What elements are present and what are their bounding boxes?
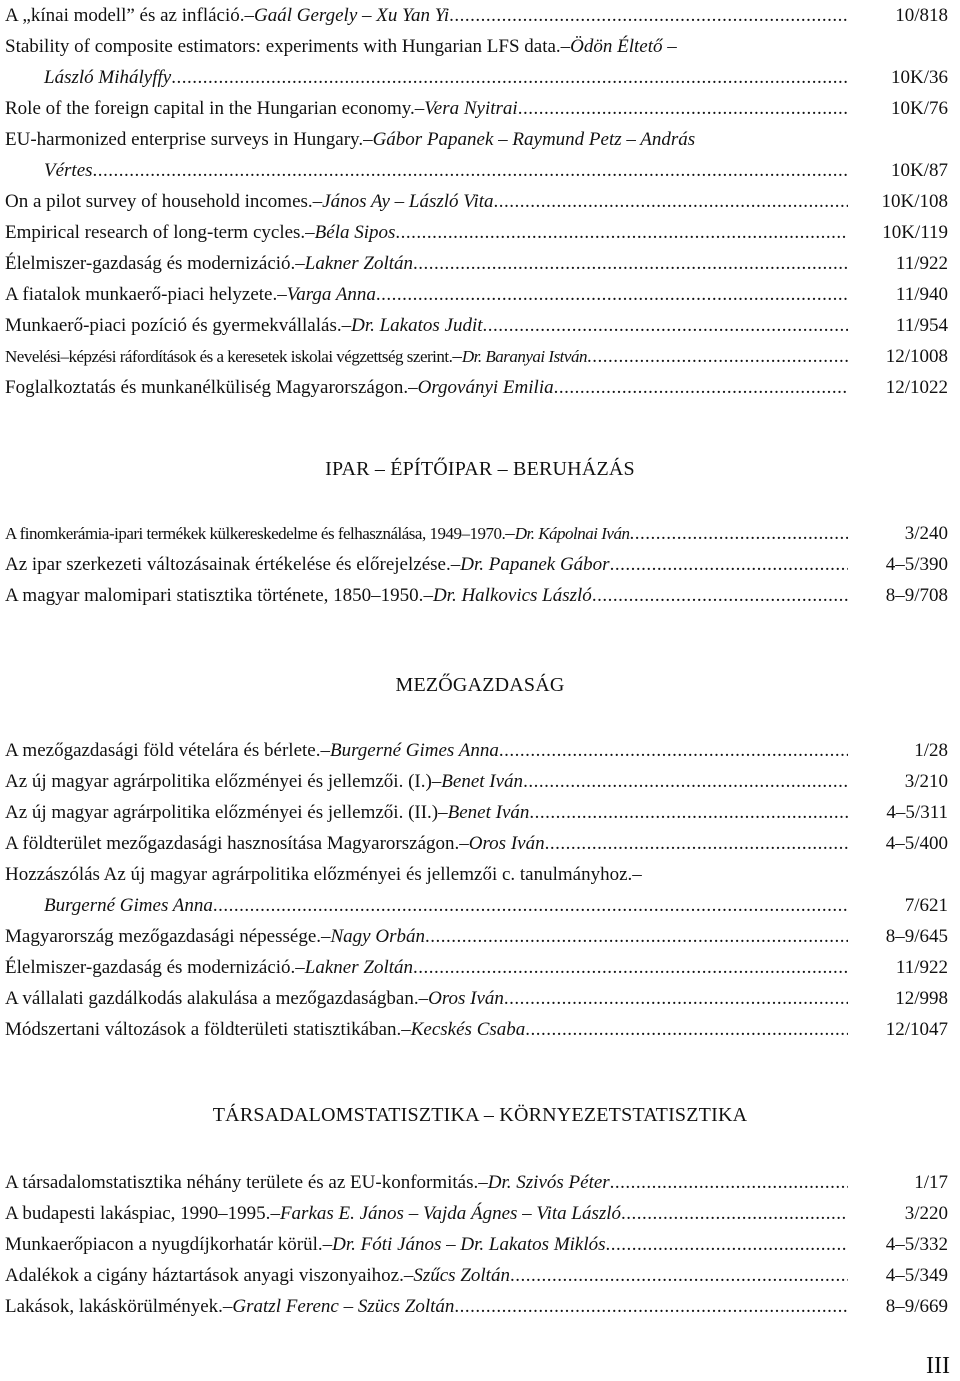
entry-title: Élelmiszer-gazdaság és modernizáció. xyxy=(5,253,296,274)
entry-author: Dr. Fóti János – Dr. Lakatos Miklós xyxy=(332,1234,606,1255)
entry-dash: – xyxy=(363,129,373,150)
toc-entry xyxy=(5,124,948,186)
section-heading: TÁRSADALOMSTATISZTIKA – KÖRNYEZETSTATISZTIKA xyxy=(212,1104,748,1126)
entry-page-ref: 4–5/390 xyxy=(885,554,948,575)
entry-title: Élelmiszer-gazdaság és modernizáció. xyxy=(5,957,296,978)
entry-author: Dr. Lakatos Judit xyxy=(351,315,483,336)
entry-author: Burgerné Gimes Anna xyxy=(329,740,499,761)
toc-entry-line xyxy=(5,580,948,611)
entry-dash: – xyxy=(305,222,315,243)
entry-page-ref: 12/1047 xyxy=(885,1019,948,1040)
entry-title: EU-harmonized enterprise surveys in Hungary. xyxy=(5,129,364,150)
page-number: III xyxy=(926,1353,950,1379)
toc-entry xyxy=(5,766,948,797)
toc-entry xyxy=(5,217,948,248)
leader-dots xyxy=(413,952,848,983)
toc-entry-line xyxy=(5,828,948,859)
entry-page-ref: 3/210 xyxy=(904,771,948,792)
entry-page-ref: 10K/119 xyxy=(882,222,948,243)
entry-author: János Ay – László Vita xyxy=(322,191,494,212)
leader-dots xyxy=(454,1291,848,1322)
entry-dash: – xyxy=(403,1265,414,1286)
leader-dots xyxy=(518,93,848,124)
entry-author: Gratzl Ferenc – Szücs Zoltán xyxy=(232,1296,455,1317)
toc-entry xyxy=(5,0,948,31)
toc-entry-line xyxy=(5,279,948,310)
entry-title: A „kínai modell” és az infláció. xyxy=(5,5,245,26)
toc-entry xyxy=(5,797,948,828)
entry-author: Benet Iván xyxy=(447,802,530,823)
entry-page-ref: 3/240 xyxy=(904,523,948,544)
toc-entry xyxy=(5,1229,948,1260)
toc-entry xyxy=(5,93,948,124)
entry-author: Oros Iván xyxy=(468,833,545,854)
toc-entry xyxy=(5,279,948,310)
entry-title: Foglalkoztatás és munkanélküliség Magyarországon. xyxy=(5,377,409,398)
entry-page-ref: 10K/76 xyxy=(891,98,948,119)
entry-dash: – xyxy=(431,771,442,792)
entry-author: Béla Sipos xyxy=(314,222,396,243)
toc-entry-line xyxy=(5,62,948,93)
entry-author: Oros Iván xyxy=(428,988,504,1009)
toc-entry xyxy=(5,859,948,921)
entry-dash: – xyxy=(222,1296,233,1317)
entry-dash: – xyxy=(478,1172,488,1193)
entry-title: A vállalati gazdálkodás alakulása a mezőgazdaságban. xyxy=(5,988,419,1009)
entry-dash: – xyxy=(505,523,515,544)
leader-dots xyxy=(449,0,848,31)
entry-dash: – xyxy=(560,36,571,57)
leader-dots xyxy=(610,1167,848,1198)
toc-entry-line xyxy=(5,1260,948,1291)
entry-page-ref: 8–9/669 xyxy=(885,1296,948,1317)
toc-entry-line xyxy=(5,248,948,279)
toc-entry-line xyxy=(5,310,948,341)
entry-title: Empirical research of long-term cycles. xyxy=(5,222,306,243)
toc-entry xyxy=(5,1014,948,1045)
entry-title: Hozzászólás Az új magyar agrárpolitika előzményei és jellemzői c. tanulmányhoz. xyxy=(5,864,633,885)
toc-entry-line xyxy=(5,1198,948,1229)
entry-dash: – xyxy=(312,191,323,212)
entry-dash: – xyxy=(320,740,330,761)
entry-author: Ödön Éltető – xyxy=(570,36,677,57)
toc-entry xyxy=(5,828,948,859)
toc-entry xyxy=(5,1260,948,1291)
entry-title: A földterület mezőgazdasági hasznosítása Magyarországon. xyxy=(5,833,460,854)
leader-dots xyxy=(587,341,848,372)
entry-dash: – xyxy=(414,98,425,119)
entry-title: A budapesti lakáspiac, 1990–1995. xyxy=(5,1203,271,1224)
entry-page-ref: 11/922 xyxy=(895,957,948,978)
entry-dash: – xyxy=(450,554,461,575)
entry-title: Nevelési–képzési ráfordítások és a keresetek iskolai végzettség szerint. xyxy=(5,347,453,366)
leader-dots xyxy=(93,155,848,186)
entry-dash: – xyxy=(418,988,429,1009)
entry-author: Lakner Zoltán xyxy=(304,253,413,274)
toc-entry-line xyxy=(5,186,948,217)
entry-author: Vértes xyxy=(44,160,93,181)
toc-entry xyxy=(5,921,948,952)
entry-page-ref: 1/17 xyxy=(914,1172,948,1193)
toc-entry-line xyxy=(5,1229,948,1260)
toc-entry-line xyxy=(5,952,948,983)
toc-entry xyxy=(5,518,948,549)
entry-author: Farkas E. János – Vajda Ágnes – Vita László xyxy=(279,1203,622,1224)
entry-title: A magyar malomipari statisztika története, 1850–1950. xyxy=(5,585,424,606)
toc-entry-line xyxy=(5,124,948,155)
entry-dash: – xyxy=(295,957,305,978)
section-heading: IPAR – ÉPÍTŐIPAR – BERUHÁZÁS xyxy=(325,458,635,480)
toc-entry xyxy=(5,248,948,279)
entry-page-ref: 10K/36 xyxy=(891,67,948,88)
toc-entry xyxy=(5,580,948,611)
toc-entry xyxy=(5,31,948,93)
toc-entry xyxy=(5,1291,948,1322)
entry-page-ref: 7/621 xyxy=(904,895,948,916)
toc-entry-line xyxy=(5,921,948,952)
leader-dots xyxy=(523,766,848,797)
toc-entry-line xyxy=(5,217,948,248)
entry-dash: – xyxy=(459,833,469,854)
entry-page-ref: 4–5/311 xyxy=(886,802,948,823)
toc-entry xyxy=(5,1198,948,1229)
entry-author: Vera Nyitrai xyxy=(424,98,518,119)
toc-entry-line xyxy=(5,93,948,124)
entry-author: László Mihályffy xyxy=(44,67,172,88)
entry-author: Gaál Gergely – Xu Yan Yi xyxy=(254,5,450,26)
entry-dash: – xyxy=(341,315,352,336)
entry-title: Módszertani változások a földterületi statisztikában. xyxy=(5,1019,402,1040)
toc-entry-line xyxy=(5,549,948,580)
entry-dash: – xyxy=(408,377,418,398)
entry-dash: – xyxy=(632,864,642,885)
entry-author: Dr. Papanek Gábor xyxy=(460,554,610,575)
entry-dash: – xyxy=(423,585,433,606)
toc-entry-line xyxy=(5,890,948,921)
entry-title: A finomkerámia-ipari termékek külkereskedelme és felhasználása, 1949–1970. xyxy=(5,524,506,543)
entry-page-ref: 11/940 xyxy=(895,284,948,305)
entry-page-ref: 11/922 xyxy=(895,253,948,274)
toc-entry xyxy=(5,341,948,372)
entry-dash: – xyxy=(244,5,255,26)
toc-entry xyxy=(5,983,948,1014)
entry-title: Lakások, lakáskörülmények. xyxy=(5,1296,223,1317)
toc-entry xyxy=(5,310,948,341)
leader-dots xyxy=(171,62,848,93)
entry-page-ref: 11/954 xyxy=(895,315,948,336)
entry-dash: – xyxy=(452,346,462,367)
leader-dots xyxy=(395,217,848,248)
toc-entry-line xyxy=(5,341,948,372)
entry-page-ref: 4–5/332 xyxy=(885,1234,948,1255)
entry-dash: – xyxy=(321,926,331,947)
entry-author: Dr. Kápolnai Iván xyxy=(514,524,630,543)
entry-author: Dr. Szivós Péter xyxy=(487,1172,610,1193)
entry-title: Adalékok a cigány háztartások anyagi viszonyaihoz. xyxy=(5,1265,404,1286)
entry-dash: – xyxy=(277,284,287,305)
toc-entry-line xyxy=(5,0,948,31)
toc-entry xyxy=(5,1167,948,1198)
toc-entry-line xyxy=(5,372,948,403)
leader-dots xyxy=(525,1014,848,1045)
leader-dots xyxy=(504,983,848,1014)
toc-entry xyxy=(5,549,948,580)
entry-dash: – xyxy=(270,1203,280,1224)
leader-dots xyxy=(425,921,848,952)
toc-entry-line xyxy=(5,797,948,828)
entry-page-ref: 8–9/645 xyxy=(885,926,948,947)
entry-author: Lakner Zoltán xyxy=(304,957,413,978)
entry-page-ref: 1/28 xyxy=(914,740,948,761)
toc-entry-line xyxy=(5,983,948,1014)
toc-entry-line xyxy=(5,735,948,766)
entry-author: Benet Iván xyxy=(441,771,524,792)
entry-author: Nagy Orbán xyxy=(330,926,425,947)
entry-author: Dr. Halkovics László xyxy=(432,585,592,606)
entry-title: Munkaerő-piaci pozíció és gyermekvállalás. xyxy=(5,315,342,336)
leader-dots xyxy=(606,1229,848,1260)
toc-entry-line xyxy=(5,31,948,62)
leader-dots xyxy=(494,186,848,217)
entry-dash: – xyxy=(438,802,448,823)
leader-dots xyxy=(554,372,848,403)
leader-dots xyxy=(483,310,848,341)
entry-title: A mezőgazdasági föld vételára és bérlete. xyxy=(5,740,321,761)
leader-dots xyxy=(592,580,848,611)
entry-page-ref: 10K/87 xyxy=(891,160,948,181)
entry-title: Role of the foreign capital in the Hungarian economy. xyxy=(5,98,415,119)
entry-author: Kecskés Csaba xyxy=(410,1019,526,1040)
entry-page-ref: 12/1008 xyxy=(885,346,948,367)
entry-page-ref: 4–5/349 xyxy=(885,1265,948,1286)
entry-title: On a pilot survey of household incomes. xyxy=(5,191,313,212)
toc-entry xyxy=(5,735,948,766)
leader-dots xyxy=(610,549,848,580)
entry-page-ref: 12/998 xyxy=(895,988,948,1009)
leader-dots xyxy=(510,1260,848,1291)
toc-entry-line xyxy=(5,1167,948,1198)
toc-entry xyxy=(5,186,948,217)
entry-author: Varga Anna xyxy=(286,284,376,305)
toc-entry xyxy=(5,952,948,983)
entry-page-ref: 4–5/400 xyxy=(885,833,948,854)
entry-dash: – xyxy=(295,253,305,274)
entry-title: Az új magyar agrárpolitika előzményei és jellemzői. (I.) xyxy=(5,771,432,792)
entry-author: Burgerné Gimes Anna xyxy=(44,895,213,916)
entry-page-ref: 10/818 xyxy=(895,5,948,26)
entry-author: Szűcs Zoltán xyxy=(413,1265,510,1286)
entry-dash: – xyxy=(401,1019,411,1040)
leader-dots xyxy=(376,279,848,310)
entry-page-ref: 10K/108 xyxy=(881,191,948,212)
toc-entry-line xyxy=(5,766,948,797)
toc-entry-line xyxy=(5,859,948,890)
toc-entry-line xyxy=(5,155,948,186)
toc-entry-line xyxy=(5,1291,948,1322)
entry-dash: – xyxy=(322,1234,333,1255)
leader-dots xyxy=(621,1198,848,1229)
entry-title: A társadalomstatisztika néhány területe és az EU-konformitás. xyxy=(5,1172,479,1193)
entry-page-ref: 3/220 xyxy=(904,1203,948,1224)
entry-title: Az ipar szerkezeti változásainak értékelése és előrejelzése. xyxy=(5,554,451,575)
entry-title: Az új magyar agrárpolitika előzményei és jellemzői. (II.) xyxy=(5,802,439,823)
leader-dots xyxy=(499,735,848,766)
toc-entry-line xyxy=(5,1014,948,1045)
toc-entry-line xyxy=(5,518,948,549)
leader-dots xyxy=(529,797,848,828)
entry-page-ref: 8–9/708 xyxy=(885,585,948,606)
entry-title: A fiatalok munkaerő-piaci helyzete. xyxy=(5,284,278,305)
entry-page-ref: 12/1022 xyxy=(885,377,948,398)
leader-dots xyxy=(413,248,848,279)
entry-author: Gábor Papanek – Raymund Petz – András xyxy=(372,129,696,150)
leader-dots xyxy=(545,828,848,859)
leader-dots xyxy=(213,890,848,921)
entry-title: Magyarország mezőgazdasági népessége. xyxy=(5,926,321,947)
section-heading: MEZŐGAZDASÁG xyxy=(395,674,565,696)
entry-author: Dr. Baranyai István xyxy=(461,347,587,366)
entry-title: Munkaerőpiacon a nyugdíjkorhatár körül. xyxy=(5,1234,323,1255)
entry-title: Stability of composite estimators: experiments with Hungarian LFS data. xyxy=(5,36,561,57)
leader-dots xyxy=(629,518,848,549)
toc-entry xyxy=(5,372,948,403)
entry-author: Orgoványi Emilia xyxy=(417,377,554,398)
